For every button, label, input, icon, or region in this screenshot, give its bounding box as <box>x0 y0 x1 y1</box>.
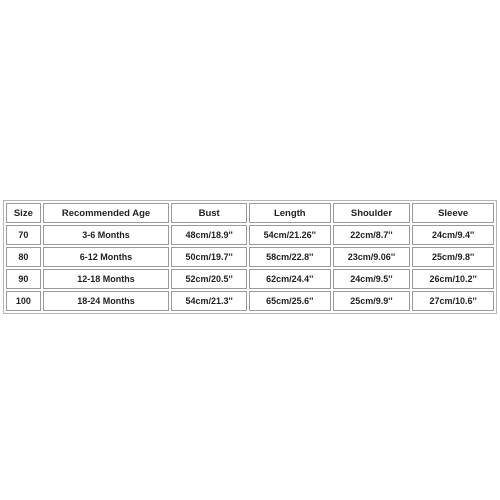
cell-sleeve: 24cm/9.4'' <box>412 225 494 245</box>
header-sleeve: Sleeve <box>412 203 494 223</box>
cell-size: 80 <box>6 247 41 267</box>
header-bust: Bust <box>171 203 247 223</box>
header-length: Length <box>249 203 331 223</box>
cell-recommended-age: 18-24 Months <box>43 291 170 311</box>
cell-sleeve: 25cm/9.8'' <box>412 247 494 267</box>
size-chart-table <box>3 200 497 314</box>
cell-shoulder: 24cm/9.5'' <box>333 269 411 289</box>
cell-length: 54cm/21.26'' <box>249 225 331 245</box>
cell-recommended-age: 12-18 Months <box>43 269 170 289</box>
cell-bust: 50cm/19.7'' <box>171 247 247 267</box>
table-row <box>6 225 494 245</box>
cell-length: 65cm/25.6'' <box>249 291 331 311</box>
cell-recommended-age: 3-6 Months <box>43 225 170 245</box>
cell-length: 62cm/24.4'' <box>249 269 331 289</box>
table-row <box>6 269 494 289</box>
cell-sleeve: 27cm/10.6'' <box>412 291 494 311</box>
header-size: Size <box>6 203 41 223</box>
cell-shoulder: 22cm/8.7'' <box>333 225 411 245</box>
cell-length: 58cm/22.8'' <box>249 247 331 267</box>
cell-shoulder: 25cm/9.9'' <box>333 291 411 311</box>
cell-bust: 48cm/18.9'' <box>171 225 247 245</box>
table-row <box>6 291 494 311</box>
cell-sleeve: 26cm/10.2'' <box>412 269 494 289</box>
cell-recommended-age: 6-12 Months <box>43 247 170 267</box>
cell-size: 70 <box>6 225 41 245</box>
table-row <box>6 247 494 267</box>
header-recommended-age: Recommended Age <box>43 203 170 223</box>
table-header-row <box>6 203 494 223</box>
cell-bust: 54cm/21.3'' <box>171 291 247 311</box>
cell-size: 100 <box>6 291 41 311</box>
cell-bust: 52cm/20.5'' <box>171 269 247 289</box>
cell-size: 90 <box>6 269 41 289</box>
cell-shoulder: 23cm/9.06'' <box>333 247 411 267</box>
header-shoulder: Shoulder <box>333 203 411 223</box>
